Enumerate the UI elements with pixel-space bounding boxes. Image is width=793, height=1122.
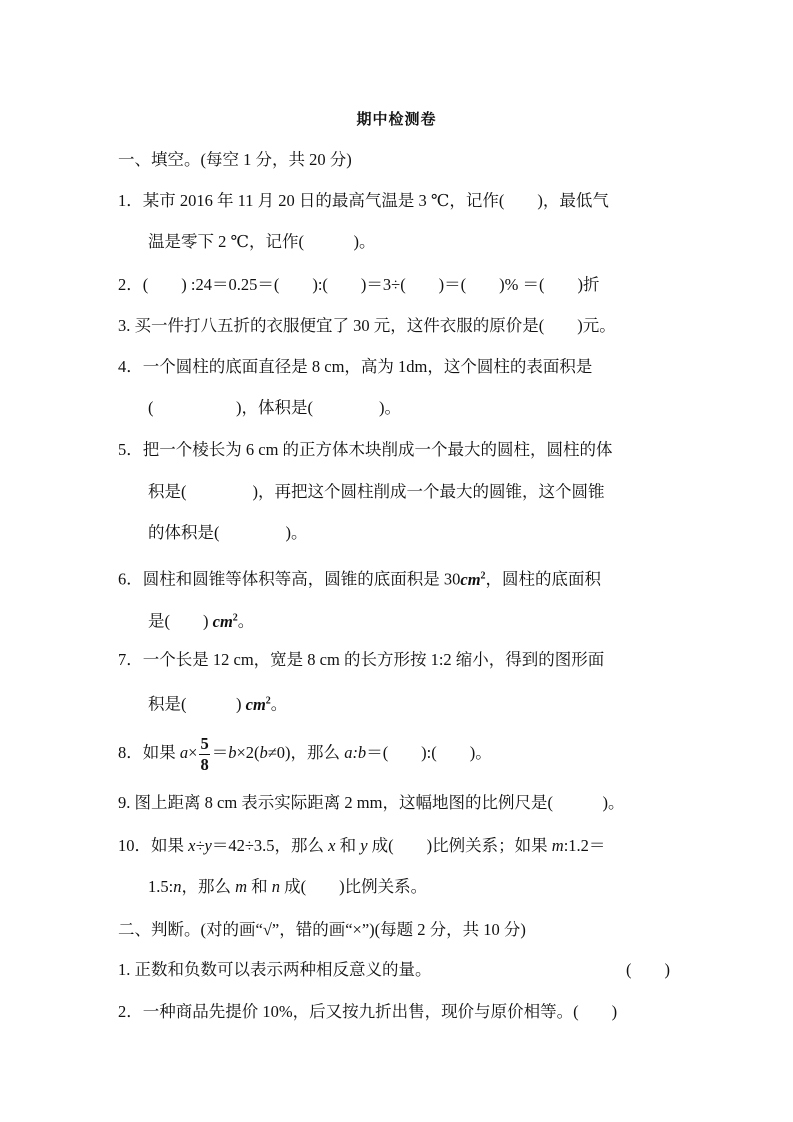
question-6-line-2: [148, 608, 254, 632]
question-5-line-3: 的体积是( )。: [148, 523, 308, 542]
unit-cm2: [460, 570, 485, 589]
fraction-denominator: 8: [200, 754, 209, 774]
section2-heading: 二、判断。(对的画“√”，错的画“×”)(每题 2 分，共 10 分): [118, 920, 526, 939]
unit-cm2: [213, 612, 238, 631]
question-10-text: 和: [335, 836, 361, 855]
var-m: m: [235, 877, 248, 896]
question-7-text-b: 。: [270, 694, 288, 714]
question-7-line-2: [148, 691, 287, 715]
page-title: 期中检测卷: [356, 110, 437, 128]
unit-cm: cm: [460, 569, 481, 589]
ratio-a-b: a:b: [344, 743, 367, 762]
question-10-text: 10．如果: [118, 836, 189, 855]
unit-cm2: [246, 695, 271, 714]
unit-sup: 2: [265, 695, 271, 706]
question-8-text: ×2(: [236, 743, 260, 762]
question-9: 9. 图上距离 8 cm 表示实际距离 2 mm，这幅地图的比例尺是( )。: [118, 793, 625, 812]
fraction-5-8: [199, 734, 209, 775]
times-sign: ×: [188, 743, 198, 762]
judge-2: 2．一种商品先提价 10%，后又按九折出售，现价与原价相等。( ): [118, 1002, 618, 1021]
var-b: b: [228, 743, 237, 762]
question-7-line-1: 7．一个长是 12 cm，宽是 8 cm 的长方形按 1:2 缩小，得到的图形面: [118, 650, 605, 669]
question-10-text: :1.2＝: [563, 836, 606, 855]
question-10-text: 成( )比例关系；如果: [367, 836, 552, 855]
section1-heading: 一、填空。(每空 1 分，共 20 分): [118, 150, 352, 169]
question-6-text-d: 。: [237, 611, 255, 631]
question-10-text: ＝42÷3.5，那么: [211, 836, 329, 855]
var-n: n: [173, 877, 182, 896]
var-a: a: [179, 743, 189, 762]
question-1-line-2: 温是零下 2 ℃，记作( )。: [148, 232, 376, 251]
var-b: b: [259, 743, 268, 762]
unit-sup: 2: [480, 570, 486, 581]
judge-1: 1. 正数和负数可以表示两种相反意义的量。: [118, 960, 432, 979]
question-6-text-b: ，圆柱的底面积: [485, 569, 602, 589]
var-y: y: [360, 836, 368, 855]
question-3: 3. 买一件打八五折的衣服便宜了 30 元，这件衣服的原价是( )元。: [118, 316, 616, 335]
question-10-text: ，那么: [181, 877, 236, 896]
fraction-numerator: 5: [200, 733, 209, 753]
question-4-line-2: ( )，体积是( )。: [148, 398, 401, 417]
question-6-text-c: 是( ): [148, 611, 213, 631]
question-8-text: ≠0)，那么: [267, 743, 345, 762]
var-m: m: [551, 836, 564, 855]
question-6-line-1: [118, 566, 601, 590]
unit-cm: cm: [212, 611, 233, 631]
question-5-line-1: 5．把一个棱长为 6 cm 的正方体木块削成一个最大的圆柱，圆柱的体: [118, 440, 613, 459]
question-1-line-1: 1．某市 2016 年 11 月 20 日的最高气温是 3 ℃，记作( )，最低气: [118, 191, 609, 210]
unit-sup: 2: [232, 612, 238, 623]
question-6-text-a: 6．圆柱和圆锥等体积等高，圆锥的底面积是 30: [118, 569, 461, 589]
unit-cm: cm: [245, 694, 266, 714]
judge-1-answer-blank: ( ): [626, 960, 670, 979]
var-n: n: [271, 877, 281, 896]
question-4-line-1: 4．一个圆柱的底面直径是 8 cm，高为 1dm，这个圆柱的表面积是: [118, 357, 593, 376]
question-5-line-2: 积是( )，再把这个圆柱削成一个最大的圆锥，这个圆锥: [148, 482, 605, 501]
question-10-line-1: [118, 836, 605, 856]
question-2: 2．( ) :24＝0.25＝( ):( )＝3÷( )＝( )% ＝( )折: [118, 275, 600, 294]
question-10-text: 1.5:: [148, 877, 174, 896]
question-8: [118, 733, 492, 775]
question-10-line-2: [148, 877, 427, 897]
question-7-text-a: 积是( ): [148, 694, 246, 714]
question-10-text: 和: [247, 877, 272, 896]
question-8-prefix: 8．如果: [118, 743, 180, 762]
question-8-suffix: ＝( ):( )。: [366, 743, 492, 762]
question-10-text: 成( )比例关系。: [280, 877, 428, 896]
var-x: x: [328, 836, 336, 855]
equals-sign: ＝: [211, 743, 229, 762]
expr-x-div-y: x÷y: [188, 836, 212, 855]
